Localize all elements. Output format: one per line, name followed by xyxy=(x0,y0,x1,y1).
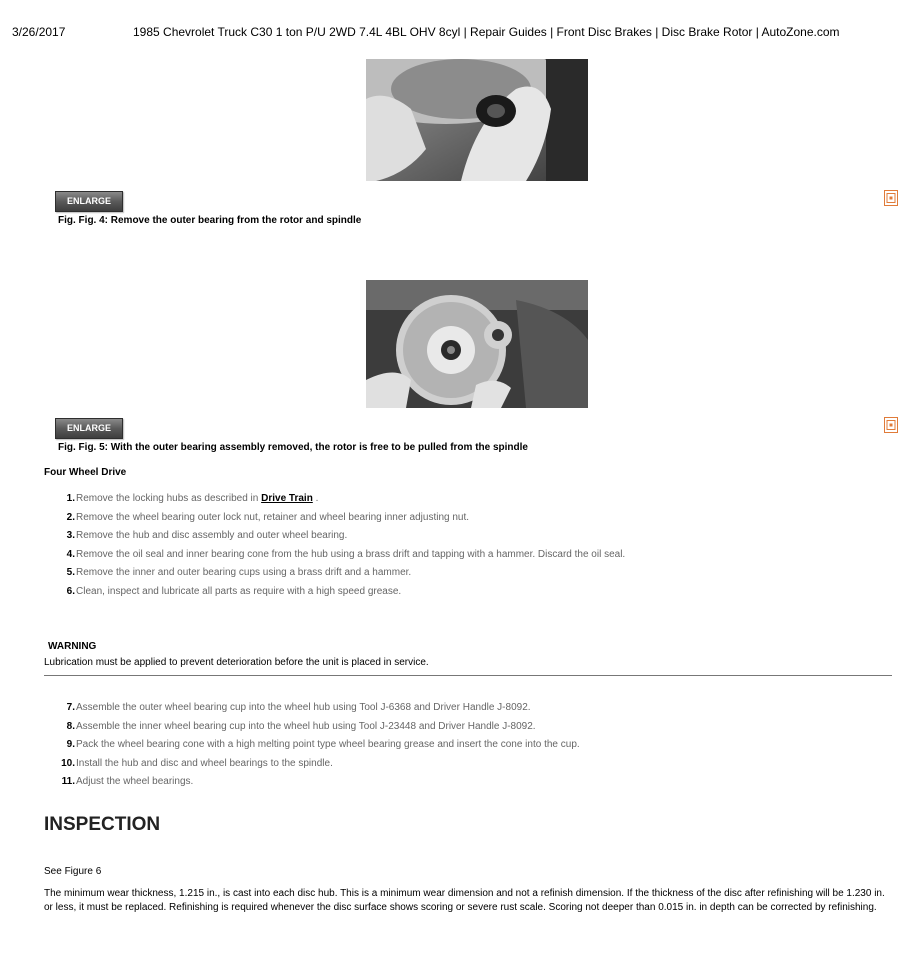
step-text: Assemble the outer wheel bearing cup into the wheel hub using Tool J-6368 and Driver Handle J-8092. xyxy=(76,702,531,713)
see-figure-note: See Figure 6 xyxy=(44,866,102,877)
step-text: Adjust the wheel bearings. xyxy=(76,776,194,788)
warning-title: WARNING xyxy=(48,641,97,652)
step-number: 8. xyxy=(66,720,75,732)
step-number: 7. xyxy=(66,702,75,713)
inspection-paragraph: The minimum wear thickness, 1.215 in., is cast into each disc hub. This is a minimum wear dimension and not a refinish dimension. If the thickness of the disc after refinishing will be 1.230 in. or less, it must be replaced. Refinishing is required whenever the disc surface shows scoring or severe rust scale. Scoring not deeper than 0.015 in. in depth can be corrected by refinishing. xyxy=(44,888,885,913)
section-subheading: Four Wheel Drive xyxy=(44,467,127,478)
step-text: Remove the hub and disc assembly and outer wheel bearing. xyxy=(76,530,348,542)
enlarge-figure-4-button[interactable]: ENLARGE xyxy=(55,191,123,212)
step-number: 9. xyxy=(66,739,75,751)
step-number: 4. xyxy=(66,548,75,560)
step-number: 6. xyxy=(66,585,75,597)
divider xyxy=(44,675,892,676)
step-number: 2. xyxy=(66,511,75,523)
figure-4-photo xyxy=(366,59,588,181)
zoom-box-icon[interactable] xyxy=(884,190,898,206)
step-number: 3. xyxy=(66,530,75,542)
figure-4-caption: Fig. Fig. 4: Remove the outer bearing from the rotor and spindle xyxy=(58,215,362,226)
step-text: Remove the locking hubs as described in Drive Train . xyxy=(76,493,319,504)
step-number: 1. xyxy=(66,493,75,504)
drive-train-link[interactable]: Drive Train xyxy=(261,493,313,504)
figure-5-photo xyxy=(366,280,588,408)
page-title: 1985 Chevrolet Truck C30 1 ton P/U 2WD 7.4L 4BL OHV 8cyl | Repair Guides | Front Disc Brakes | Disc Brake Rotor | AutoZone.com xyxy=(133,25,840,39)
step-text: Clean, inspect and lubricate all parts as require with a high speed grease. xyxy=(76,585,402,597)
step-text: Assemble the inner wheel bearing cup into the wheel hub using Tool J-23448 and Driver Handle J-8092. xyxy=(76,720,536,732)
warning-text: Lubrication must be applied to prevent deterioration before the unit is placed in service. xyxy=(44,657,429,668)
step-text: Remove the wheel bearing outer lock nut, retainer and wheel bearing inner adjusting nut. xyxy=(76,511,470,523)
step-text: Install the hub and disc and wheel bearings to the spindle. xyxy=(76,757,333,769)
enlarge-figure-5-button[interactable]: ENLARGE xyxy=(55,418,123,439)
figure-5-caption: Fig. Fig. 5: With the outer bearing assembly removed, the rotor is free to be pulled from the spindle xyxy=(58,442,528,453)
step-number: 5. xyxy=(66,567,75,579)
print-date: 3/26/2017 xyxy=(12,25,66,39)
step-number: 11. xyxy=(61,776,75,788)
step-text: Remove the oil seal and inner bearing cone from the hub using a brass drift and tapping with a hammer. Discard the oil seal. xyxy=(76,548,626,560)
step-text: Pack the wheel bearing cone with a high melting point type wheel bearing grease and insert the cone into the cup. xyxy=(76,739,580,751)
step-number: 10. xyxy=(61,757,75,769)
step-text: Remove the inner and outer bearing cups using a brass drift and a hammer. xyxy=(76,567,412,579)
zoom-box-icon[interactable] xyxy=(884,417,898,433)
section-heading: INSPECTION xyxy=(44,814,161,835)
